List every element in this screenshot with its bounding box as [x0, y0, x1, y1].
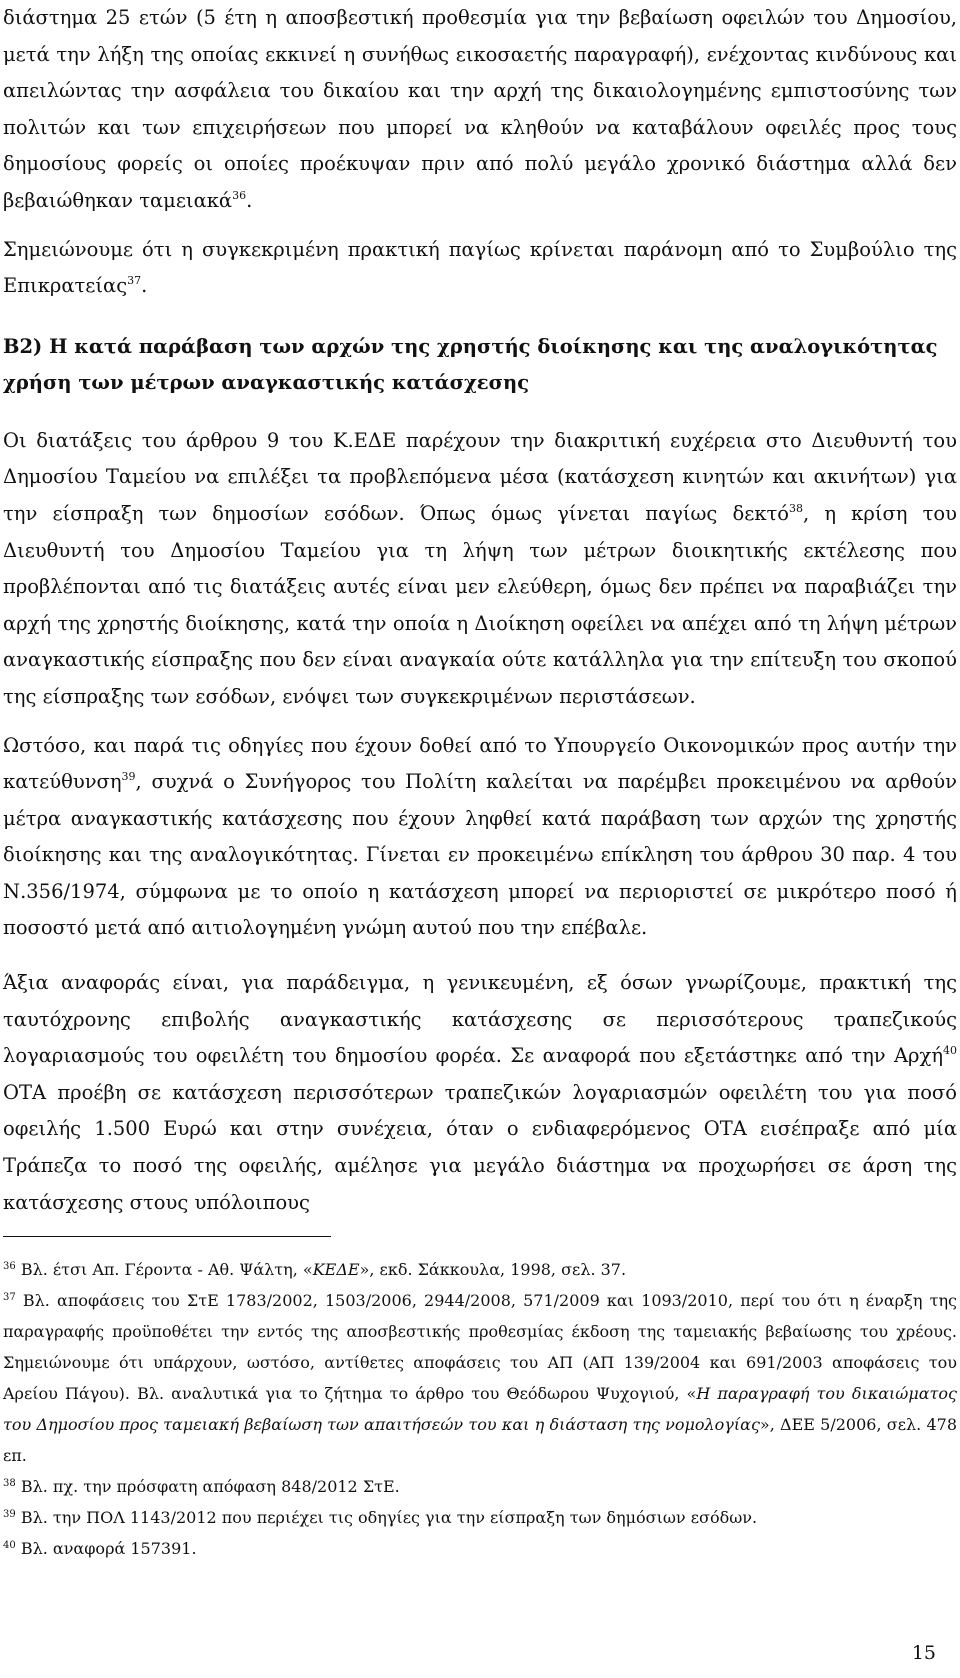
- footnote-ref-38: 38: [789, 501, 804, 515]
- footnote-36: [3, 1254, 957, 1285]
- paragraph-5-text-a: Άξια αναφοράς είναι, για παράδειγμα, η γενικευμένη, εξ όσων γνωρίζουμε, πρακτική της ταυτόχρονης επιβολής αναγκαστικής κατάσχεσης σε περισσότερους τραπεζικούς λογαριασμούς του οφειλέτη του δημοσίου φορέα. Σε αναφορά που εξετάστηκε από την Αρχή: [3, 971, 957, 1068]
- footnote-ref-40: 40: [943, 1044, 957, 1058]
- footnote-number: 38: [3, 1478, 16, 1489]
- footnotes: [3, 1254, 957, 1564]
- footnote-number: 40: [3, 1540, 16, 1551]
- section-heading: Β2) Η κατά παράβαση των αρχών της χρηστής διοίκησης και της αναλογικότητας χρήση των μέτρων αναγκαστικής κατάσχεσης: [3, 334, 938, 394]
- paragraph-2: [3, 232, 957, 305]
- footnote-text: Βλ. αναφορά 157391.: [15, 1539, 197, 1558]
- footnote-37: [3, 1285, 957, 1471]
- page-number: 15: [911, 1642, 936, 1664]
- footnote-ref-36: 36: [232, 188, 247, 202]
- paragraph-2-end: .: [141, 274, 148, 298]
- paragraph-2-text: Σημειώνουμε ότι η συγκεκριμένη πρακτική παγίως κρίνεται παράνομη από το Συμβούλιο της Επικρατείας: [3, 237, 957, 298]
- paragraph-3-text-b: , η κρίση του Διευθυντή του Δημοσίου Ταμείου για τη λήψη των μέτρων διοικητικής εκτέλεσης που προβλέπονται από τις διατάξεις αυτές είναι μεν ελεύθερη, όμως δεν πρέπει να παραβιάζει την αρχή της χρηστής διοίκησης, κατά την οποία η Διοίκηση οφείλει να απέχει από τη λήψη μέτρων αναγκαστικής είσπραξης που δεν είναι αναγκαία ούτε κατάλληλα για την επίτευξη του σκοπού της είσπραξης των εσόδων, ενόψει των συγκεκριμένων περιστάσεων.: [3, 501, 957, 708]
- footnote-ref-39: 39: [121, 770, 136, 784]
- paragraph-4-text-a: Ωστόσο, και παρά τις οδηγίες που έχουν δοθεί από το Υπουργείο Οικονομικών προς αυτήν την κατεύθυνση: [3, 733, 957, 794]
- footnote-text: », ΔΕΕ 5/2006, σελ. 478 επ.: [3, 1415, 957, 1465]
- paragraph-3: [3, 423, 957, 716]
- paragraph-1: [3, 0, 957, 220]
- paragraph-4-text-b: , συχνά ο Συνήγορος του Πολίτη καλείται να παρέμβει προκειμένου να αρθούν μέτρα αναγκαστικής κατάσχεσης που έχουν ληφθεί κατά παράβαση των αρχών της χρηστής διοίκησης και της αναλογικότητας. Γίνεται εν προκειμένω επίκληση του άρθρου 30 παρ. 4 του Ν.356/1974, σύμφωνα με το οποίο η κατάσχεση μπορεί να περιοριστεί σε μικρότερο ποσό ή ποσοστό μετά από αιτιολογημένη γνώμη αυτού που την επέβαλε.: [3, 770, 957, 940]
- footnote-number: 36: [3, 1261, 16, 1272]
- paragraph-4: [3, 728, 957, 948]
- paragraph-5: [3, 965, 957, 1221]
- footnote-text: Βλ. πχ. την πρόσφατη απόφαση 848/2012 ΣτΕ.: [15, 1477, 400, 1496]
- footnote-number: 39: [3, 1509, 16, 1520]
- footnote-ref-37: 37: [127, 274, 142, 288]
- footnote-number: 37: [3, 1292, 16, 1303]
- footnote-italic: ΚΕΔΕ: [312, 1260, 360, 1279]
- paragraph-5-text-b: ΟΤΑ προέβη σε κατάσχεση περισσότερων τραπεζικών λογαριασμών οφειλέτη του για ποσό οφειλής 1.500 Ευρώ και στην συνέχεια, όταν ο ενδιαφερόμενος ΟΤΑ εισέπραξε από μία Τράπεζα το ποσό της οφειλής, αμέλησε για μεγάλο διάστημα να προχωρήσει σε άρση της κατάσχεσης στους υπόλοιπους: [3, 1080, 957, 1214]
- footnote-italic: Η παραγραφή του δικαιώματος του Δημοσίου προς ταμειακή βεβαίωση των απαιτήσεών του και η διάσταση της νομολογίας: [3, 1384, 958, 1434]
- footnote-text: Βλ. αποφάσεις του ΣτΕ 1783/2002, 1503/2006, 2944/2008, 571/2009 και 1093/2010, περί του ότι η έναρξη της παραγραφής προϋποθέτει την εντός της αποσβεστικής προθεσμίας έκδοση της ταμειακής βεβαίωσης του χρέους. Σημειώνουμε ότι υπάρχουν, ωστόσο, αντίθετες αποφάσεις του ΑΠ (ΑΠ 139/2004 και 691/2003 αποφάσεις του Αρείου Πάγου). Βλ. αναλυτικά για το ζήτημα το άρθρο του Θεόδωρου Ψυχογιού, «: [3, 1291, 957, 1403]
- paragraph-1-end: .: [246, 188, 253, 212]
- footnote-text: », εκδ. Σάκκουλα, 1998, σελ. 37.: [359, 1260, 627, 1279]
- paragraph-1-text: διάστημα 25 ετών (5 έτη η αποσβεστική προθεσμία για την βεβαίωση οφειλών του Δημοσίου, μετά την λήξη της οποίας εκκινεί η συνήθως εικοσαετής παραγραφή), ενέχοντας κινδύνους και απειλώντας την ασφάλεια του δικαίου και την αρχή της δικαιολογημένης εμπιστοσύνης των πολιτών και των επιχειρήσεων που μπορεί να κληθούν να καταβάλουν οφειλές προς τους δημοσίους φορείς οι οποίες προέκυψαν πριν από πολύ μεγάλο χρονικό διάστημα αλλά δεν βεβαιώθηκαν ταμειακά: [3, 6, 957, 212]
- footnote-40: [3, 1533, 957, 1564]
- footnote-separator: [3, 1236, 331, 1237]
- footnote-39: [3, 1502, 957, 1533]
- footnote-text: Βλ. την ΠΟΛ 1143/2012 που περιέχει τις οδηγίες για την είσπραξη των δημόσιων εσόδων.: [15, 1508, 758, 1527]
- main-text: [3, 0, 957, 1221]
- paragraph-3-text-a: Οι διατάξεις του άρθρου 9 του Κ.ΕΔΕ παρέχουν την διακριτική ευχέρεια στο Διευθυντή του Δημοσίου Ταμείου να επιλέξει τα προβλεπόμενα μέσα (κατάσχεση κινητών και ακινήτων) για την είσπραξη των δημοσίων εσόδων. Όπως όμως γίνεται παγίως δεκτό: [3, 428, 957, 525]
- footnote-38: [3, 1471, 957, 1502]
- footnote-text: Βλ. έτσι Απ. Γέροντα - Αθ. Ψάλτη, «: [15, 1260, 313, 1279]
